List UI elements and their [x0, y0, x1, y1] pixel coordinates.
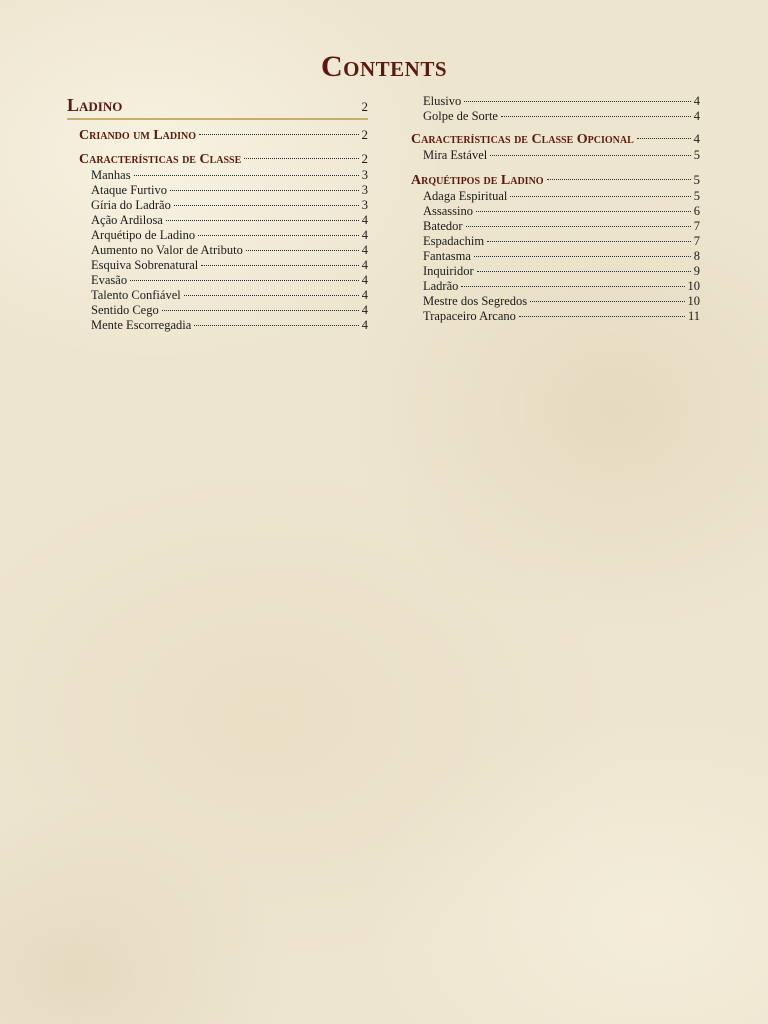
toc-entry[interactable] — [411, 148, 700, 163]
toc-entry-label: Mente Escorregadia — [91, 318, 192, 332]
toc-entry-label: Mestre dos Segredos — [423, 294, 528, 308]
toc-entry[interactable] — [411, 109, 700, 124]
toc-page-number: 2 — [361, 99, 368, 114]
toc-section-opcional[interactable] — [411, 130, 700, 148]
toc-entry[interactable] — [411, 219, 700, 234]
toc-entry-label: Adaga Espiritual — [423, 189, 508, 203]
toc-entry[interactable] — [67, 258, 368, 273]
toc-section-criando[interactable] — [67, 126, 368, 144]
toc-leader — [201, 265, 358, 266]
toc-entry-label: Talento Confiável — [91, 288, 181, 302]
toc-page-number: 4 — [361, 213, 368, 227]
toc-leader — [464, 101, 691, 102]
toc-entry-label: Elusivo — [423, 94, 462, 108]
toc-leader — [466, 226, 691, 227]
toc-entry[interactable] — [67, 168, 368, 183]
page-title: Contents — [320, 50, 448, 83]
toc-entry[interactable] — [67, 273, 368, 288]
toc-page-number: 10 — [687, 279, 700, 293]
toc-entry-label: Ladrão — [423, 279, 459, 293]
toc-leader — [461, 286, 684, 287]
toc-leader — [174, 205, 359, 206]
toc-entry[interactable] — [67, 318, 368, 333]
toc-page-number: 4 — [361, 273, 368, 287]
toc-entry-list — [411, 189, 700, 324]
toc-entry-label: Fantasma — [423, 249, 471, 263]
toc-leader — [474, 256, 691, 257]
toc-page-number: 4 — [361, 318, 368, 332]
toc-entry-label: Gíria do Ladrão — [91, 198, 171, 212]
toc-page-number: 6 — [693, 204, 700, 218]
toc-entry[interactable] — [411, 294, 700, 309]
toc-left-column — [67, 94, 368, 333]
toc-page-number: 2 — [361, 151, 368, 166]
toc-leader — [194, 325, 358, 326]
toc-entry-label: Arquétipo de Ladino — [91, 228, 196, 242]
toc-leader — [501, 116, 691, 117]
toc-entry[interactable] — [411, 279, 700, 294]
toc-entry-list — [411, 148, 700, 163]
toc-section-label: Arquétipos de Ladino — [411, 173, 544, 188]
toc-entry[interactable] — [411, 234, 700, 249]
toc-page-number: 2 — [361, 127, 368, 142]
toc-entry-label: Golpe de Sorte — [423, 109, 498, 123]
toc-entry-label: Espadachim — [423, 234, 485, 248]
toc-leader — [162, 310, 359, 311]
toc-entry[interactable] — [67, 288, 368, 303]
toc-page-number: 9 — [693, 264, 700, 278]
toc-chapter-ladino[interactable] — [67, 94, 368, 116]
toc-page-number: 4 — [361, 303, 368, 317]
toc-entry-label: Evasão — [91, 273, 128, 287]
toc-entry[interactable] — [411, 189, 700, 204]
toc-leader — [170, 190, 359, 191]
toc-page-number: 4 — [361, 288, 368, 302]
toc-entry-list — [411, 94, 700, 124]
toc-leader — [510, 196, 690, 197]
toc-section-arquetipos[interactable] — [411, 171, 700, 189]
toc-entry-label: Mira Estável — [423, 148, 488, 162]
toc-section-label: Criando um Ladino — [79, 128, 196, 143]
toc-entry[interactable] — [67, 213, 368, 228]
toc-entry-label: Manhas — [91, 168, 131, 182]
toc-page-number: 8 — [693, 249, 700, 263]
toc-page-number: 4 — [693, 94, 700, 108]
toc-page-number: 7 — [693, 219, 700, 233]
toc-page-number: 4 — [693, 109, 700, 123]
toc-entry-label: Inquiridor — [423, 264, 474, 278]
toc-chapter-label: Ladino — [67, 95, 123, 115]
toc-leader — [199, 134, 359, 135]
toc-leader — [477, 271, 691, 272]
toc-page-number: 5 — [693, 172, 700, 187]
toc-leader — [134, 175, 359, 176]
toc-entry-label: Sentido Cego — [91, 303, 159, 317]
toc-leader — [519, 316, 685, 317]
toc-entry-label: Ação Ardilosa — [91, 213, 163, 227]
toc-entry-list — [67, 168, 368, 333]
toc-entry[interactable] — [67, 183, 368, 198]
toc-entry[interactable] — [411, 249, 700, 264]
toc-leader — [490, 155, 691, 156]
toc-entry-label: Ataque Furtivo — [91, 183, 168, 197]
toc-leader — [130, 280, 359, 281]
toc-leader — [530, 301, 684, 302]
toc-entry[interactable] — [411, 204, 700, 219]
toc-right-column — [411, 94, 700, 324]
toc-leader — [487, 241, 691, 242]
chapter-divider — [67, 118, 368, 120]
toc-entry-label: Batedor — [423, 219, 463, 233]
toc-page-number: 4 — [693, 131, 700, 146]
toc-leader — [244, 158, 358, 159]
toc-entry[interactable] — [67, 198, 368, 213]
toc-leader — [166, 220, 359, 221]
toc-page-number: 5 — [693, 189, 700, 203]
toc-leader — [547, 179, 691, 180]
toc-entry[interactable] — [411, 94, 700, 109]
toc-entry-label: Esquiva Sobrenatural — [91, 258, 199, 272]
toc-entry-label: Aumento no Valor de Atributo — [91, 243, 243, 257]
toc-entry-label: Trapaceiro Arcano — [423, 309, 516, 323]
toc-page-number: 11 — [687, 309, 700, 323]
toc-entry[interactable] — [67, 228, 368, 243]
toc-leader — [184, 295, 359, 296]
toc-page-number: 10 — [687, 294, 700, 308]
toc-page-number: 3 — [361, 168, 368, 182]
toc-section-label: Características de Classe — [79, 152, 242, 167]
toc-page-number: 3 — [361, 198, 368, 212]
toc-entry[interactable] — [67, 303, 368, 318]
toc-page-number: 4 — [361, 228, 368, 242]
toc-entry[interactable] — [411, 264, 700, 279]
toc-leader — [637, 138, 691, 139]
toc-section-caracteristicas[interactable] — [67, 150, 368, 168]
toc-entry[interactable] — [411, 309, 700, 324]
toc-page-number: 3 — [361, 183, 368, 197]
toc-leader — [198, 235, 359, 236]
toc-page-number: 7 — [693, 234, 700, 248]
toc-page-number: 5 — [693, 148, 700, 162]
toc-leader — [246, 250, 359, 251]
toc-leader — [476, 211, 691, 212]
toc-page-number: 4 — [361, 243, 368, 257]
toc-page-number: 4 — [361, 258, 368, 272]
toc-entry[interactable] — [67, 243, 368, 258]
toc-section-label: Características de Classe Opcional — [411, 132, 634, 147]
toc-entry-label: Assassino — [423, 204, 474, 218]
